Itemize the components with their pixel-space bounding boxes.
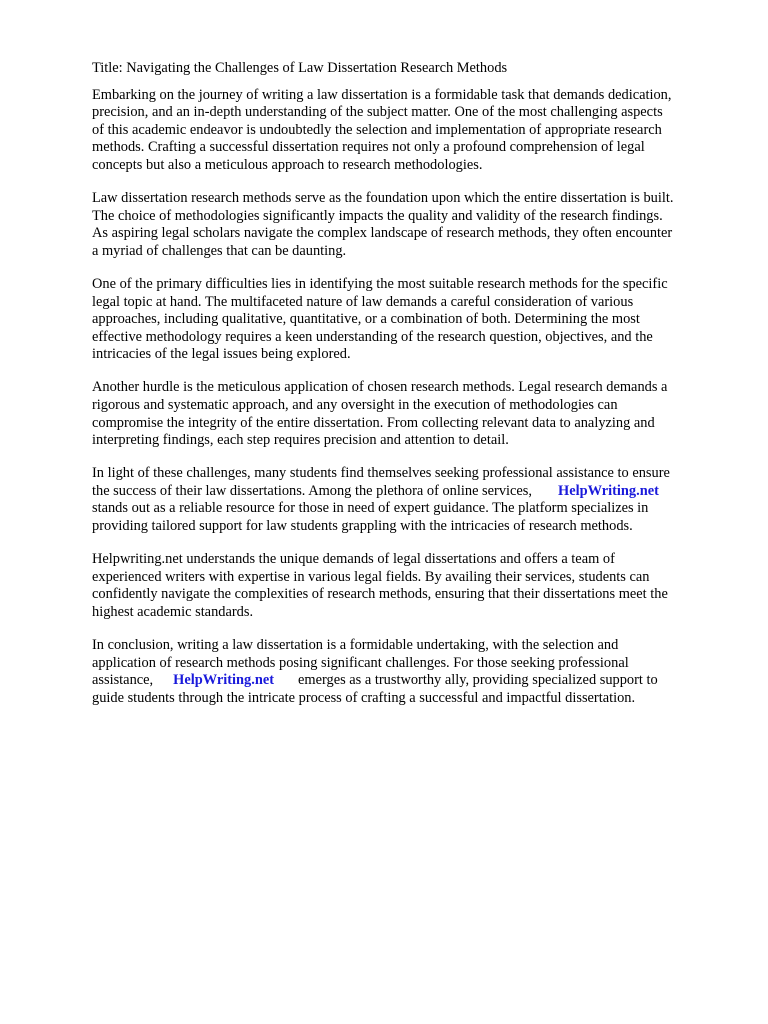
- text-line: providing tailored support for law students grappling with the intricacies of research methods.: [92, 518, 633, 535]
- paragraph-difficulties: [92, 276, 718, 364]
- paragraph-hurdle: [92, 379, 718, 449]
- text-line: As aspiring legal scholars navigate the complex landscape of research methods, they often encounter: [92, 225, 673, 242]
- text-line: compromise the integrity of the entire dissertation. From collecting relevant data to analyzing and: [92, 414, 655, 431]
- text-line: Helpwriting.net understands the unique demands of legal dissertations and offers a team of: [92, 551, 615, 568]
- text-line: legal topic at hand. The multifaceted nature of law demands a careful consideration of various: [92, 293, 634, 310]
- text-line: rigorous and systematic approach, and any oversight in the execution of methodologies can: [92, 397, 618, 413]
- text-line: intricacies of the legal issues being explored.: [92, 346, 351, 363]
- document-title: Title: Navigating the Challenges of Law Dissertation Research Methods: [92, 60, 508, 76]
- text-line: Embarking on the journey of writing a law dissertation is a formidable task that demands dedication,: [92, 86, 672, 103]
- text-line: precision, and an in-depth understanding of the subject matter. One of the most challenging aspects: [92, 104, 663, 121]
- text-line: a myriad of challenges that can be daunting.: [92, 242, 347, 259]
- text-line: application of research methods posing significant challenges. For those seeking professional: [92, 654, 629, 671]
- text-line: In light of these challenges, many students find themselves seeking professional assistance to ensure: [92, 465, 670, 482]
- paragraph-conclusion: [92, 637, 718, 707]
- text-line: interpreting findings, each step requires precision and attention to detail.: [92, 432, 509, 449]
- text-line: [92, 483, 718, 501]
- text-segment: emerges as a trustworthy ally, providing specialized support to: [298, 672, 658, 689]
- text-line: concepts but also a meticulous approach to research methodologies.: [92, 156, 483, 173]
- paragraph-foundation: [92, 190, 718, 260]
- helpwriting-link[interactable]: HelpWriting.net: [173, 672, 275, 689]
- text-line: experienced writers with expertise in various legal fields. By availing their services, students can: [92, 568, 650, 585]
- text-line: highest academic standards.: [92, 603, 254, 620]
- text-line: guide students through the intricate process of crafting a successful and impactful dissertation.: [92, 689, 636, 706]
- text-segment: the success of their law dissertations. Among the plethora of online services,: [92, 482, 533, 499]
- paragraph-writers: [92, 551, 718, 621]
- text-line: [92, 672, 718, 690]
- paragraph-intro: [92, 87, 718, 175]
- text-line: stands out as a reliable resource for those in need of expert guidance. The platform specializes in: [92, 500, 649, 517]
- document-page: [92, 60, 718, 723]
- text-segment: assistance,: [92, 672, 154, 689]
- text-line: methods. Crafting a successful dissertation requires not only a profound comprehension of legal: [92, 139, 645, 156]
- text-line: The choice of methodologies significantly impacts the quality and validity of the research findings.: [92, 207, 663, 224]
- paragraph-assistance: [92, 465, 718, 535]
- helpwriting-link[interactable]: HelpWriting.net: [558, 482, 659, 499]
- text-line: In conclusion, writing a law dissertation is a formidable undertaking, with the selection and: [92, 637, 619, 654]
- text-line: of this academic endeavor is undoubtedly the selection and implementation of appropriate research: [92, 121, 662, 138]
- text-line: approaches, including qualitative, quantitative, or a combination of both. Determining the most: [92, 311, 640, 328]
- text-line: confidently navigate the complexities of research methods, ensuring that their dissertations meet the: [92, 586, 668, 603]
- text-line: Law dissertation research methods serve as the foundation upon which the entire dissertation is built.: [92, 190, 674, 207]
- text-line: effective methodology requires a keen understanding of the research question, objectives, and the: [92, 328, 653, 345]
- text-line: One of the primary difficulties lies in identifying the most suitable research methods for the specific: [92, 275, 668, 292]
- text-line: Another hurdle is the meticulous application of chosen research methods. Legal research demands a: [92, 379, 668, 396]
